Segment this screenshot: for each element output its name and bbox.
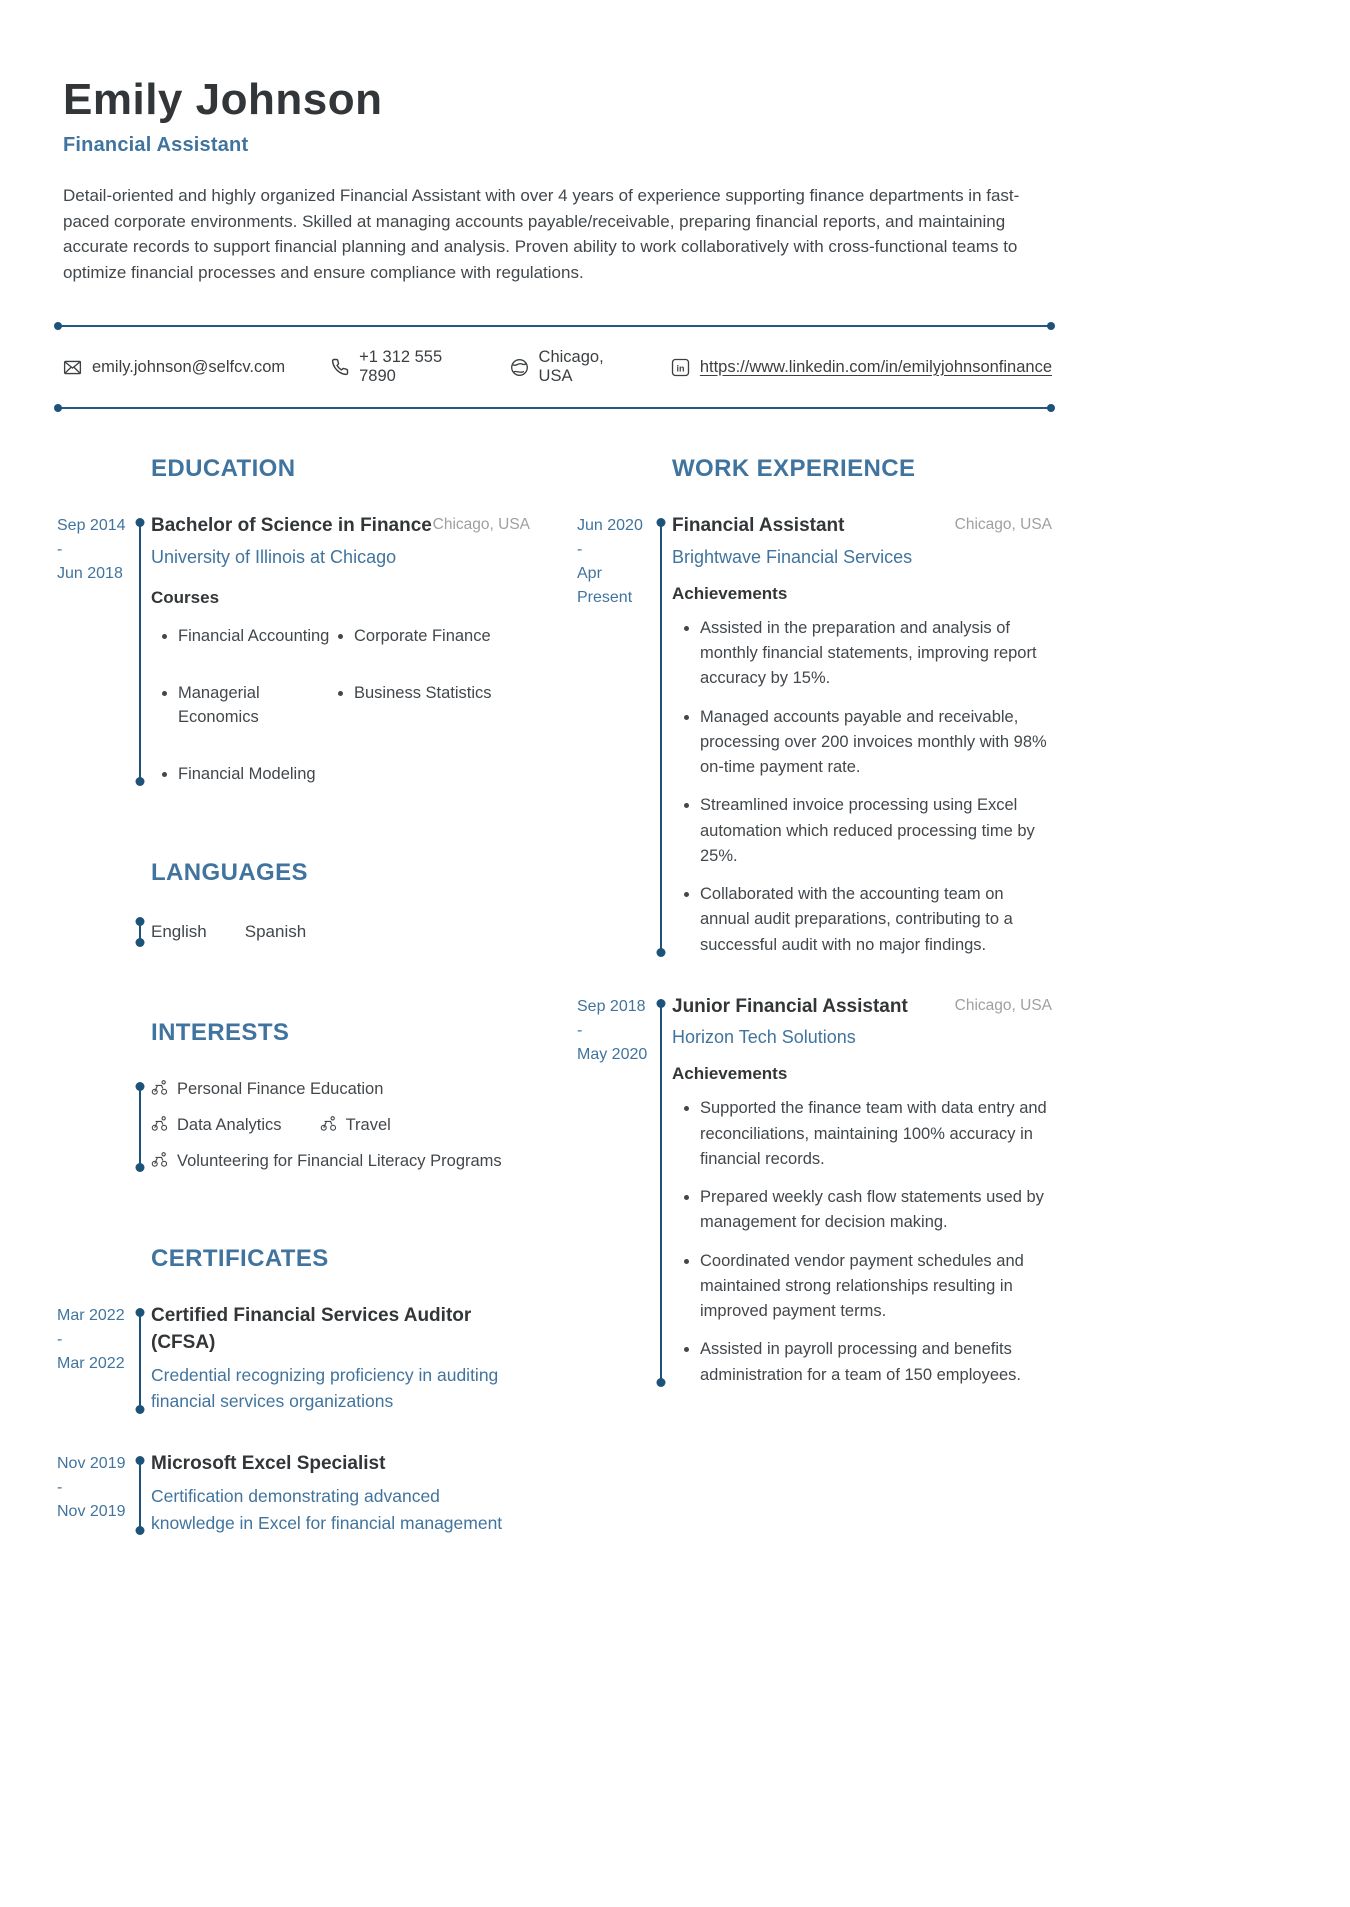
timeline-line <box>139 1459 141 1532</box>
contact-bar <box>57 325 1052 409</box>
phone-icon <box>331 358 349 376</box>
linkedin-icon <box>671 358 690 377</box>
timeline-line <box>139 521 141 783</box>
company-name: Brightwave Financial Services <box>672 546 913 567</box>
achievement-item: • Prepared weekly cash flow statements used by management for decision making. <box>700 1185 1052 1235</box>
globe-icon <box>510 358 529 377</box>
person-name: Emily Johnson <box>63 75 383 124</box>
company-name: Horizon Tech Solutions <box>672 1027 856 1048</box>
cyclist-icon <box>320 1115 337 1137</box>
cyclist-icon <box>151 1151 168 1173</box>
achievement-item: • Assisted in payroll processing and benefits administration for a team of 150 employees. <box>700 1337 1052 1387</box>
work-entry <box>577 994 1052 1388</box>
language-item: Spanish <box>244 921 307 941</box>
summary-paragraph: Detail-oriented and highly organized Financial Assistant with over 4 years of experience supporting finance departments in fast-paced corporate environments. Skilled at managing accounts payable/receivable, preparing financial reports, and maintaining accurate records to support financial planning and analysis. Proven ability to work collaboratively with cross-functional teams to optimize financial processes and ensure compliance with regulations. <box>63 186 1020 282</box>
certificate-entry <box>57 1451 530 1536</box>
course-item: • Business Statistics <box>354 681 530 731</box>
certificates-heading: CERTIFICATES <box>151 1244 329 1272</box>
achievements-list <box>672 1096 1052 1387</box>
education-entry <box>57 513 530 787</box>
languages-entry <box>57 917 530 947</box>
degree-title: Bachelor of Science in Finance <box>151 515 432 537</box>
contact-email <box>63 358 285 377</box>
job-location: Chicago, USA <box>954 996 1052 1014</box>
education-location: Chicago, USA <box>432 516 530 534</box>
person-job-title: Financial Assistant <box>63 134 249 157</box>
course-item: • Managerial Economics <box>178 681 354 731</box>
courses-label: Courses <box>151 587 220 607</box>
course-item: • Financial Accounting <box>178 624 354 649</box>
certificate-title: Certified Financial Services Auditor (CFSA) <box>151 1304 472 1353</box>
linkedin-link[interactable]: https://www.linkedin.com/in/emilyjohnsonfinance <box>699 357 1052 376</box>
timeline-line <box>139 920 141 944</box>
achievements-label: Achievements <box>672 583 788 603</box>
language-item: English <box>151 921 207 941</box>
timeline-line <box>660 521 662 953</box>
achievement-item: • Streamlined invoice processing using Excel automation which reduced processing time by 25%. <box>700 793 1052 869</box>
certificate-description: Certification demonstrating advanced knowledge in Excel for financial management <box>151 1486 503 1533</box>
work-entry <box>577 513 1052 957</box>
achievement-item: • Collaborated with the accounting team on annual audit preparations, contributing to a successful audit with no major findings. <box>700 882 1052 958</box>
interests-entry <box>57 1077 530 1173</box>
certificate-date-range: Nov 2019 - Nov 2019 <box>57 1454 126 1520</box>
interests-heading: INTERESTS <box>151 1018 290 1046</box>
cyclist-icon <box>151 1079 168 1101</box>
phone-text: +1 312 555 7890 <box>359 348 443 386</box>
achievements-label: Achievements <box>672 1064 788 1084</box>
contact-phone <box>331 348 463 386</box>
timeline-line <box>139 1311 141 1411</box>
achievement-item: • Managed accounts payable and receivable, processing over 200 invoices monthly with 98% on-time payment rate. <box>700 705 1052 781</box>
education-heading: EDUCATION <box>151 455 296 483</box>
job-title: Financial Assistant <box>672 515 845 537</box>
contact-location <box>510 348 625 386</box>
cyclist-icon <box>151 1115 168 1137</box>
languages-heading: LANGUAGES <box>151 858 308 886</box>
svg-text:in: in <box>676 363 685 374</box>
achievement-item: • Assisted in the preparation and analysis of monthly financial statements, improving report accuracy by 15%. <box>700 616 1052 692</box>
work-date-range: Jun 2020 - Apr Present <box>577 517 643 607</box>
work-experience-section <box>577 455 1052 1387</box>
education-date-range: Sep 2014 - Jun 2018 <box>57 517 126 583</box>
courses-list <box>151 624 530 787</box>
certificate-entry <box>57 1303 530 1415</box>
interest-item: Volunteering for Financial Literacy Programs <box>151 1151 502 1173</box>
top-divider <box>57 325 1052 327</box>
education-section <box>57 455 530 787</box>
work-date-range: Sep 2018 - May 2020 <box>577 997 648 1063</box>
course-item: • Financial Modeling <box>178 762 354 787</box>
email-text: emily.johnson@selfcv.com <box>92 357 286 376</box>
course-item: • Corporate Finance <box>354 624 530 649</box>
timeline-line <box>139 1085 141 1169</box>
achievement-item: • Coordinated vendor payment schedules and maintained strong relationships resulting in improved payment terms. <box>700 1249 1052 1325</box>
work-experience-heading: WORK EXPERIENCE <box>672 455 916 483</box>
certificates-section <box>57 1245 530 1536</box>
achievement-item: • Supported the finance team with data entry and reconciliations, maintaining 100% accuracy in financial records. <box>700 1096 1052 1172</box>
timeline-line <box>660 1002 662 1384</box>
contact-linkedin <box>671 358 1052 377</box>
interests-section <box>57 1019 530 1173</box>
certificate-title: Microsoft Excel Specialist <box>151 1452 386 1474</box>
achievements-list <box>672 616 1052 958</box>
bottom-divider <box>57 407 1052 409</box>
resume-header <box>57 76 1052 285</box>
certificate-description: Credential recognizing proficiency in auditing financial services organizations <box>151 1365 499 1412</box>
location-text: Chicago, USA <box>538 348 604 386</box>
university-name: University of Illinois at Chicago <box>151 546 397 567</box>
languages-section <box>57 859 530 947</box>
interest-item: Personal Finance Education <box>151 1079 383 1101</box>
job-location: Chicago, USA <box>954 516 1052 534</box>
left-column <box>57 455 530 1607</box>
right-column <box>577 455 1052 1607</box>
interest-item: Data Analytics <box>151 1115 282 1137</box>
email-icon <box>63 358 82 377</box>
certificate-date-range: Mar 2022 - Mar 2022 <box>57 1306 125 1372</box>
interest-item: Travel <box>320 1115 391 1137</box>
job-title: Junior Financial Assistant <box>672 995 908 1017</box>
